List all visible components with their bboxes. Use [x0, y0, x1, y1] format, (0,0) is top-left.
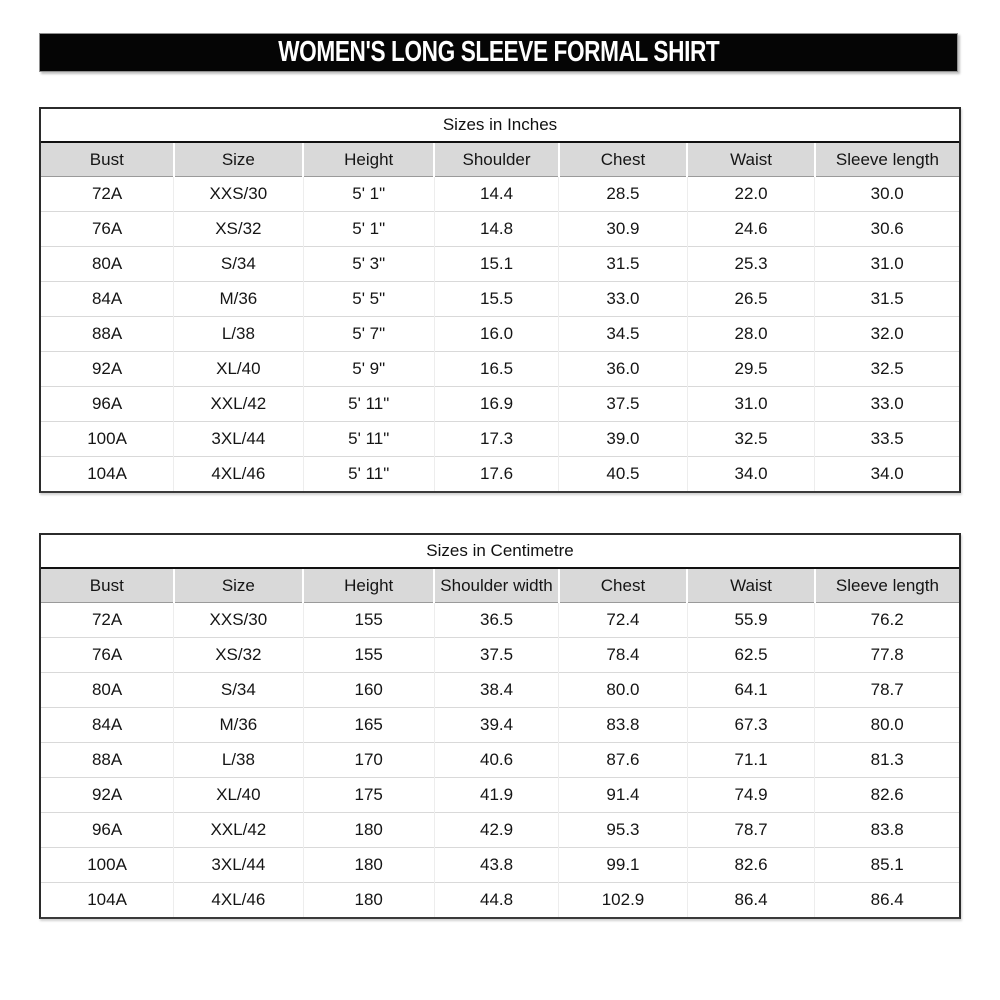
table-cell: 29.5: [687, 352, 815, 387]
column-header: Chest: [559, 569, 688, 603]
table-cell: 88A: [41, 317, 174, 352]
centimetre-table-grid: [41, 569, 959, 917]
table-cell: XS/32: [174, 638, 303, 673]
table-cell: 5' 1": [303, 212, 434, 247]
table-cell: XS/32: [174, 212, 303, 247]
table-cell: 5' 9": [303, 352, 434, 387]
table-cell: 165: [303, 708, 434, 743]
table-cell: 96A: [41, 387, 174, 422]
table-cell: 104A: [41, 883, 174, 918]
centimetre-table-header-row: [41, 569, 959, 603]
table-cell: 17.6: [434, 457, 558, 492]
table-cell: 180: [303, 883, 434, 918]
table-cell: 82.6: [815, 778, 959, 813]
table-cell: 78.7: [815, 673, 959, 708]
table-cell: 78.7: [687, 813, 815, 848]
table-cell: 5' 11": [303, 387, 434, 422]
table-cell: 175: [303, 778, 434, 813]
page-title: WOMEN'S LONG SLEEVE FORMAL SHIRT: [277, 36, 720, 68]
table-cell: 34.0: [815, 457, 959, 492]
table-cell: 5' 3": [303, 247, 434, 282]
table-cell: 24.6: [687, 212, 815, 247]
table-cell: 3XL/44: [174, 422, 303, 457]
table-cell: 72.4: [559, 603, 688, 638]
table-cell: 180: [303, 848, 434, 883]
table-cell: 33.0: [559, 282, 688, 317]
table-cell: M/36: [174, 708, 303, 743]
column-header: Waist: [687, 143, 815, 177]
table-cell: 155: [303, 638, 434, 673]
table-cell: 37.5: [559, 387, 688, 422]
table-cell: 31.0: [687, 387, 815, 422]
table-row: [41, 177, 959, 212]
table-cell: 62.5: [687, 638, 815, 673]
table-cell: 91.4: [559, 778, 688, 813]
table-cell: 30.0: [815, 177, 959, 212]
inches-table-grid: [41, 143, 959, 491]
table-cell: 100A: [41, 848, 174, 883]
table-cell: 30.9: [559, 212, 688, 247]
table-cell: 16.9: [434, 387, 558, 422]
table-cell: 40.5: [559, 457, 688, 492]
table-cell: 31.0: [815, 247, 959, 282]
table-row: [41, 743, 959, 778]
table-cell: 32.0: [815, 317, 959, 352]
inches-table-body: [41, 177, 959, 492]
table-cell: 16.0: [434, 317, 558, 352]
table-cell: 155: [303, 603, 434, 638]
table-cell: 72A: [41, 603, 174, 638]
table-cell: 92A: [41, 778, 174, 813]
table-cell: 92A: [41, 352, 174, 387]
table-cell: S/34: [174, 673, 303, 708]
table-cell: L/38: [174, 743, 303, 778]
table-cell: 76.2: [815, 603, 959, 638]
table-cell: XXS/30: [174, 603, 303, 638]
table-cell: 80.0: [559, 673, 688, 708]
table-row: [41, 317, 959, 352]
table-cell: 76A: [41, 638, 174, 673]
table-cell: 102.9: [559, 883, 688, 918]
table-row: [41, 708, 959, 743]
table-cell: 104A: [41, 457, 174, 492]
table-row: [41, 352, 959, 387]
table-cell: 34.0: [687, 457, 815, 492]
table-cell: 40.6: [434, 743, 558, 778]
column-header: Height: [303, 569, 434, 603]
table-cell: 72A: [41, 177, 174, 212]
table-cell: 83.8: [559, 708, 688, 743]
table-cell: 4XL/46: [174, 457, 303, 492]
table-cell: 44.8: [434, 883, 558, 918]
centimetre-size-table: [39, 533, 961, 919]
table-cell: 36.5: [434, 603, 558, 638]
table-row: [41, 247, 959, 282]
table-cell: 43.8: [434, 848, 558, 883]
table-cell: 100A: [41, 422, 174, 457]
table-cell: 86.4: [687, 883, 815, 918]
table-cell: 180: [303, 813, 434, 848]
table-cell: 85.1: [815, 848, 959, 883]
table-cell: XXS/30: [174, 177, 303, 212]
table-cell: 64.1: [687, 673, 815, 708]
table-cell: 77.8: [815, 638, 959, 673]
table-cell: 16.5: [434, 352, 558, 387]
table-cell: 99.1: [559, 848, 688, 883]
table-row: [41, 638, 959, 673]
centimetre-table-title: Sizes in Centimetre: [41, 535, 959, 569]
table-cell: 15.1: [434, 247, 558, 282]
table-cell: 4XL/46: [174, 883, 303, 918]
table-row: [41, 387, 959, 422]
table-cell: 80.0: [815, 708, 959, 743]
table-cell: 80A: [41, 247, 174, 282]
table-cell: 71.1: [687, 743, 815, 778]
table-cell: 78.4: [559, 638, 688, 673]
table-cell: 84A: [41, 282, 174, 317]
table-cell: 22.0: [687, 177, 815, 212]
title-banner: [39, 33, 958, 72]
table-cell: 38.4: [434, 673, 558, 708]
table-cell: S/34: [174, 247, 303, 282]
table-cell: 42.9: [434, 813, 558, 848]
column-header: Height: [303, 143, 434, 177]
table-row: [41, 778, 959, 813]
table-cell: 15.5: [434, 282, 558, 317]
table-cell: 17.3: [434, 422, 558, 457]
table-cell: XXL/42: [174, 813, 303, 848]
table-cell: 5' 11": [303, 422, 434, 457]
table-cell: M/36: [174, 282, 303, 317]
table-cell: 28.5: [559, 177, 688, 212]
column-header: Chest: [559, 143, 688, 177]
table-cell: 31.5: [815, 282, 959, 317]
table-cell: XXL/42: [174, 387, 303, 422]
table-cell: XL/40: [174, 778, 303, 813]
table-cell: 88A: [41, 743, 174, 778]
table-cell: 33.0: [815, 387, 959, 422]
table-row: [41, 422, 959, 457]
table-cell: XL/40: [174, 352, 303, 387]
table-cell: 74.9: [687, 778, 815, 813]
table-row: [41, 813, 959, 848]
table-cell: 55.9: [687, 603, 815, 638]
table-cell: 87.6: [559, 743, 688, 778]
column-header: Size: [174, 569, 303, 603]
column-header: Waist: [687, 569, 815, 603]
table-row: [41, 282, 959, 317]
table-row: [41, 457, 959, 492]
table-cell: 28.0: [687, 317, 815, 352]
table-cell: 34.5: [559, 317, 688, 352]
table-cell: 82.6: [687, 848, 815, 883]
table-cell: 14.8: [434, 212, 558, 247]
table-cell: 95.3: [559, 813, 688, 848]
centimetre-table-body: [41, 603, 959, 918]
table-cell: 5' 11": [303, 457, 434, 492]
table-cell: 84A: [41, 708, 174, 743]
column-header: Sleeve length: [815, 143, 959, 177]
table-cell: 41.9: [434, 778, 558, 813]
table-row: [41, 848, 959, 883]
table-cell: 39.0: [559, 422, 688, 457]
table-cell: 33.5: [815, 422, 959, 457]
inches-table-header-row: [41, 143, 959, 177]
table-cell: 83.8: [815, 813, 959, 848]
table-cell: 31.5: [559, 247, 688, 282]
table-row: [41, 673, 959, 708]
table-cell: 5' 5": [303, 282, 434, 317]
table-cell: 160: [303, 673, 434, 708]
table-cell: 67.3: [687, 708, 815, 743]
table-cell: 32.5: [687, 422, 815, 457]
column-header: Bust: [41, 569, 174, 603]
table-cell: 37.5: [434, 638, 558, 673]
column-header: Size: [174, 143, 303, 177]
table-cell: 96A: [41, 813, 174, 848]
table-cell: 80A: [41, 673, 174, 708]
table-row: [41, 603, 959, 638]
column-header: Sleeve length: [815, 569, 959, 603]
inches-table-title: Sizes in Inches: [41, 109, 959, 143]
table-cell: 25.3: [687, 247, 815, 282]
table-cell: 26.5: [687, 282, 815, 317]
table-cell: 5' 7": [303, 317, 434, 352]
table-cell: 170: [303, 743, 434, 778]
table-cell: 14.4: [434, 177, 558, 212]
column-header: Bust: [41, 143, 174, 177]
table-cell: 30.6: [815, 212, 959, 247]
inches-size-table: [39, 107, 961, 493]
table-cell: 36.0: [559, 352, 688, 387]
table-cell: 39.4: [434, 708, 558, 743]
table-cell: 5' 1": [303, 177, 434, 212]
table-cell: 81.3: [815, 743, 959, 778]
table-row: [41, 883, 959, 918]
table-cell: 76A: [41, 212, 174, 247]
table-row: [41, 212, 959, 247]
table-cell: 3XL/44: [174, 848, 303, 883]
table-cell: 32.5: [815, 352, 959, 387]
table-cell: L/38: [174, 317, 303, 352]
column-header: Shoulder width: [434, 569, 558, 603]
table-cell: 86.4: [815, 883, 959, 918]
column-header: Shoulder: [434, 143, 558, 177]
